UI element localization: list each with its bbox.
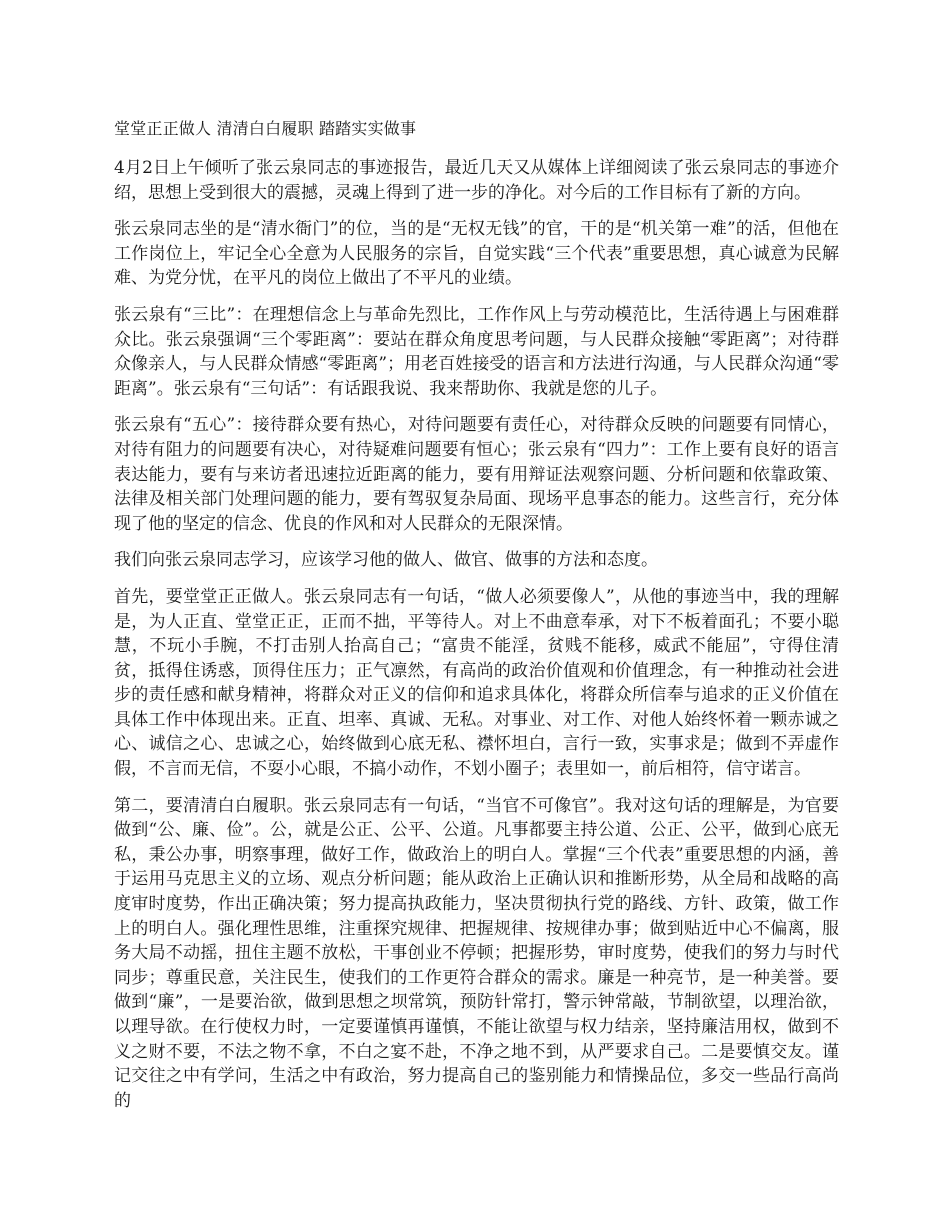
paragraph: 第二，要清清白白履职。张云泉同志有一句话，“当官不可像官”。我对这句话的理解是，为官要做到“公、廉、俭”。公，就是公正、公平、公道。凡事都要主持公道、公正、公平，做到心底无私，秉公办事，明察事理，做好工作，做政治上的明白人。掌握“三个代表”重要思想的内涵，善于运用马克思主义的立场、观点分析问题；能从政治上正确认识和推断形势，从全局和战略的高度审时度势，作出正确决策；努力提高执政能力，坚决贯彻执行党的路线、方针、政策，做工作上的明白人。强化理性思维，注重探究规律、把握规律、按规律办事；做到贴近中心不偏离，服务大局不动摇，扭住主题不放松，干事创业不停顿；把握形势，审时度势，使我们的努力与时代同步；尊重民意，关注民生，使我们的工作更符合群众的需求。廉是一种亮节，是一种美誉。要做到“廉”，一是要治欲，做到思想之坝常筑，预防针常打，警示钟常敲，节制欲望，以理治欲，以理导欲。在行使权力时，一定要谨慎再谨慎，不能让欲望与权力结亲，坚持廉洁用权，做到不义之财不要，不法之物不拿，不白之宴不赴，不净之地不到，从严要求自己。二是要慎交友。谨记交往之中有学问，生活之中有政治，努力提高自己的鉴别能力和情操品位，多交一些品行高尚的 <box>114 795 839 1111</box>
paragraph: 我们向张云泉同志学习，应该学习他的做人、做官、做事的方法和态度。 <box>114 550 658 571</box>
paragraph: 张云泉有“三比”：在理想信念上与革命先烈比，工作作风上与劳动模范比，生活待遇上与困难群众比。张云泉强调“三个零距离”：要站在群众角度思考问题，与人民群众接触“零距离”；对待群众像亲人，与人民群众情感“零距离”；用老百姓接受的语言和方法进行沟通，与人民群众沟通“零距离”。张云泉有“三句话”：有话跟我说、我来帮助你、我就是您的儿子。 <box>114 304 839 399</box>
paragraph: 张云泉有“五心”：接待群众要有热心，对待问题要有责任心，对待群众反映的问题要有同情心，对待有阻力的问题要有决心，对待疑难问题要有恒心；张云泉有“四力”：工作上要有良好的语言表达能力，要有与来访者迅速拉近距离的能力，要有用辩证法观察问题、分析问题和依靠政策、法律及相关部门处理问题的能力，要有驾驭复杂局面、现场平息事态的能力。这些言行，充分体现了他的坚定的信念、优良的作风和对人民群众的无限深情。 <box>114 415 839 534</box>
paragraph: 首先，要堂堂正正做人。张云泉同志有一句话，“做人必须要像人”，从他的事迹当中，我的理解是，为人正直、堂堂正正，正而不拙，平等待人。对上不曲意奉承，对下不板着面孔；不要小聪慧，不玩小手腕，不打击别人抬高自己；“富贵不能淫，贫贱不能移，威武不能屈”，守得住清贫，抵得住诱惑，顶得住压力；正气凛然，有高尚的政治价值观和价值理念，有一种推动社会进步的责任感和献身精神，将群众对正义的信仰和追求具体化，将群众所信奉与追求的正义价值在具体工作中体现出来。正直、坦率、真诚、无私。对事业、对工作、对他人始终怀着一颗赤诚之心、诚信之心、忠诚之心，始终做到心底无私、襟怀坦白，言行一致，实事求是；做到不弄虚作假，不言而无信，不耍小心眼，不搞小动作，不划小圈子；表里如一，前后相符，信守诺言。 <box>114 586 839 780</box>
paragraph: 4月2日上午倾听了张云泉同志的事迹报告，最近几天又从媒体上详细阅读了张云泉同志的事迹介绍，思想上受到很大的震撼，灵魂上得到了进一步的净化。对今后的工作目标有了新的方向。 <box>114 158 839 203</box>
document-page <box>114 118 839 1125</box>
paragraph: 张云泉同志坐的是“清水衙门”的位，当的是“无权无钱”的官，干的是“机关第一难”的活，但他在工作岗位上，牢记全心全意为人民服务的宗旨，自觉实践“三个代表”重要思想，真心诚意为民解难、为党分忧，在平凡的岗位上做出了不平凡的业绩。 <box>114 219 839 289</box>
document-title: 堂堂正正做人 清清白白履职 踏踏实实做事 <box>114 119 417 138</box>
